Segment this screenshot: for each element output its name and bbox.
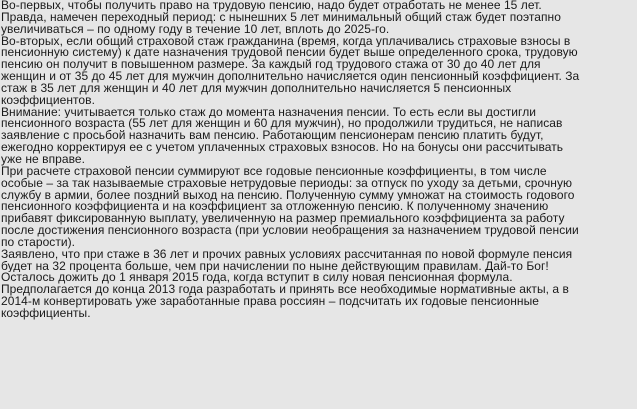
text-line: Осталось дожить до 1 января 2015 года, когда вступит в силу новая пенсионная формула. <box>1 272 513 285</box>
text-line: Во-вторых, если общий страховой стаж гражданина (время, когда уплачивались страховые взносы в <box>1 35 571 48</box>
text-line: службу в армии, более поздний выход на пенсию. Полученную сумму умножат на стоимость годового <box>1 189 575 202</box>
text-line: стаж в 35 лет для женщин и 40 лет для мужчин дополнительно начисляется 5 пенсионных <box>1 82 512 95</box>
text-line: Внимание: учитывается только стаж до момента назначения пенсии. То есть если вы достигли <box>1 106 537 119</box>
text-line: Предполагается до конца 2013 года разработать и принять все необходимые нормативные акты, а в <box>1 284 569 297</box>
text-line: прибавят фиксированную выплату, увеличенную на размер премиального коэффициента за работу <box>1 213 565 226</box>
text-line: будет на 32 процента больше, чем при начислении по ныне действующим правилам. Дай-то Бог! <box>1 260 549 273</box>
text-line: увеличиваться – по одному году в течение 10 лет, вплоть до 2025-го. <box>1 23 390 36</box>
text-line: Правда, намечен переходный период: с нынешних 5 лет минимальный общий стаж будет поэтапно <box>1 11 561 24</box>
text-line: Заявлено, что при стаже в 36 лет и прочих равных условиях рассчитанная по новой формуле пенсия <box>1 248 573 261</box>
text-line: коэффициентов. <box>1 94 95 107</box>
text-line: особые – за так называемые страховые нетрудовые периоды: за отпуск по уходу за детьми, срочную <box>1 177 573 190</box>
text-line: пенсионного коэффициента и на коэффициент за отложенную пенсию. К полученному значению <box>1 201 549 214</box>
text-line: по старости). <box>1 236 76 249</box>
text-line: после достижения пенсионного возраста (при условии необращения за назначением трудовой пенсии <box>1 225 579 237</box>
text-line: коэффициенты. <box>1 307 91 320</box>
text-line: пенсию он получит в повышенном размере. За каждый год трудового стажа от 30 до 40 лет для <box>1 59 541 72</box>
text-line: женщин и от 35 до 45 лет для мужчин дополнительно начисляется один пенсионный коэффициент. За <box>1 71 580 83</box>
text-line: 2014-м конвертировать уже заработанные права россиян – подсчитать их годовые пенсионные <box>1 296 539 308</box>
text-line: уже не вправе. <box>1 153 85 166</box>
text-line: При расчете страховой пенсии суммируют все годовые пенсионные коэффициенты, в том числе <box>1 165 547 178</box>
text-line: пенсионного возраста (55 лет для женщин и 60 для мужчин), но продолжили трудиться, не написав <box>1 118 563 131</box>
text-line: пенсионную систему) к дате назначения трудовой пенсии будет выше определенного срока, трудовую <box>1 47 578 60</box>
text-line: ежегодно корректируя ее с учетом уплаченных страховых взносов. Но на бонусы они рассчитывать <box>1 142 564 154</box>
text-line: Во-первых, чтобы получить право на трудовую пенсию, надо будет отработать не менее 15 лет. <box>1 0 542 12</box>
text-line: заявление с просьбой назначить вам пенсию. Работающим пенсионерам пенсию платить будут, <box>1 130 544 143</box>
